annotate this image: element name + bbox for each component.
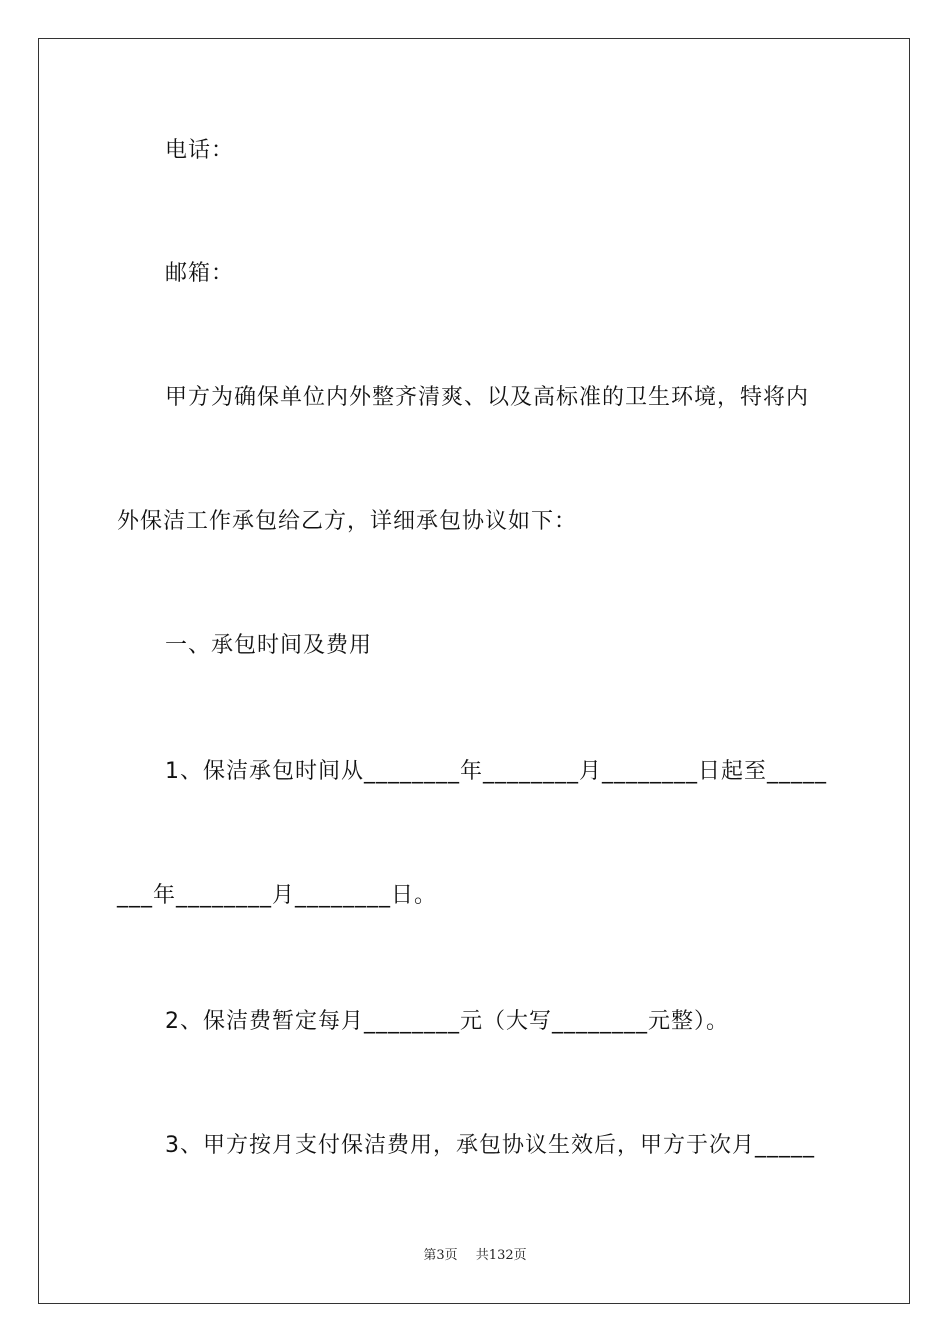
section-heading: 一、承包时间及费用 xyxy=(165,633,373,658)
page-footer xyxy=(0,1247,950,1265)
page-number: 第3页 xyxy=(423,1248,458,1263)
page-border xyxy=(38,38,910,1304)
text-line-clause-1a: 1、保洁承包时间从________年________月________日起至_____ xyxy=(165,759,827,784)
page-total: 共132页 xyxy=(475,1248,527,1263)
text-line-intro-2: 外保洁工作承包给乙方，详细承包协议如下： xyxy=(117,509,578,534)
text-line-email: 邮箱： xyxy=(165,261,235,286)
text-line-intro-1: 甲方为确保单位内外整齐清爽、以及高标准的卫生环境，特将内 xyxy=(165,385,810,410)
text-line-clause-3: 3、甲方按月支付保洁费用，承包协议生效后，甲方于次月_____ xyxy=(165,1133,815,1158)
text-line-phone: 电话： xyxy=(165,138,235,163)
text-line-clause-2: 2、保洁费暂定每月________元（大写________元整）。 xyxy=(165,1009,729,1034)
text-line-clause-1b: ___年________月________日。 xyxy=(117,883,438,908)
